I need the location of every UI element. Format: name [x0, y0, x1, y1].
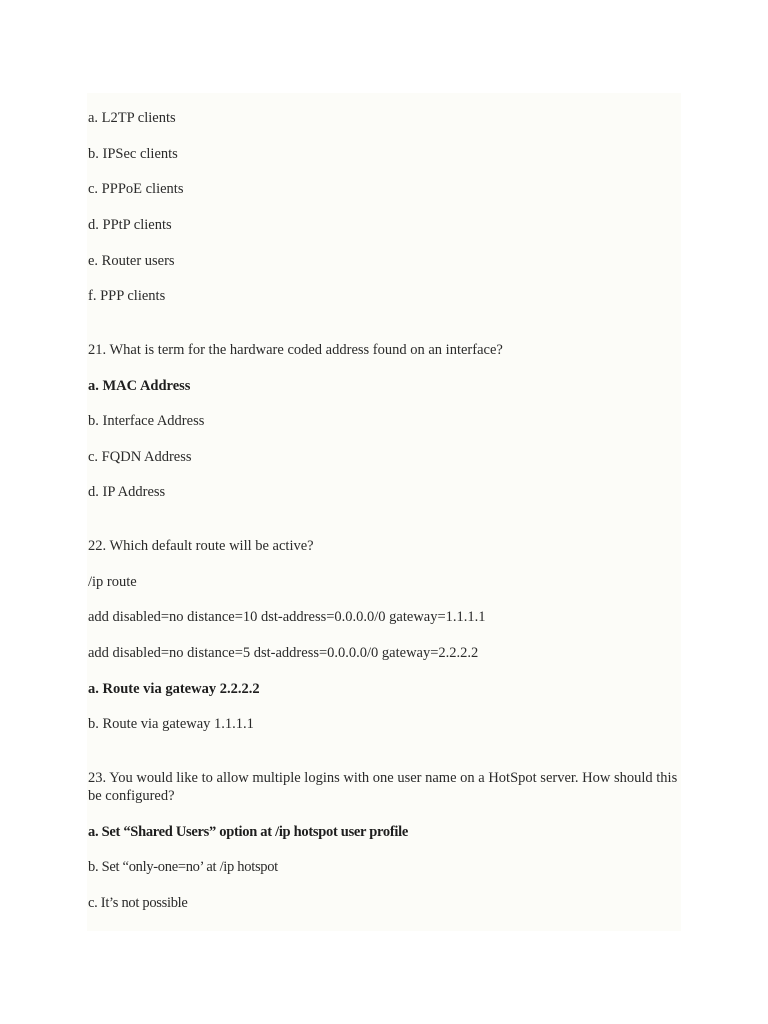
q20-option-e: e. Router users	[88, 253, 175, 269]
q20-option-b: b. IPSec clients	[88, 146, 178, 162]
q20-option-c: c. PPPoE clients	[88, 181, 184, 197]
q21-question: 21. What is term for the hardware coded address found on an interface?	[88, 342, 503, 358]
q22-code-line-2: add disabled=no distance=10 dst-address=0.0.0.0/0 gateway=1.1.1.1	[88, 609, 486, 625]
q20-option-d: d. PPtP clients	[88, 217, 172, 233]
q22-option-b: b. Route via gateway 1.1.1.1	[88, 716, 254, 732]
q21-option-c: c. FQDN Address	[88, 449, 192, 465]
q21-option-b: b. Interface Address	[88, 413, 205, 429]
q21-option-a-answer: a. MAC Address	[88, 378, 191, 394]
q21-option-d: d. IP Address	[88, 484, 166, 500]
q22-question: 22. Which default route will be active?	[88, 538, 314, 554]
q22-code-line-3: add disabled=no distance=5 dst-address=0.0.0.0/0 gateway=2.2.2.2	[88, 645, 479, 661]
q23-question: 23. You would like to allow multiple logins with one user name on a HotSpot server. How should this be configured?	[88, 770, 678, 804]
q23-option-c: c. It’s not possible	[88, 895, 188, 911]
q22-code-line-1: /ip route	[88, 574, 137, 590]
q20-option-f: f. PPP clients	[88, 288, 166, 304]
text-block	[87, 93, 681, 931]
q23-option-b: b. Set “only-one=no’ at /ip hotspot	[88, 859, 278, 875]
q20-option-a: a. L2TP clients	[88, 110, 176, 126]
q22-option-a-answer: a. Route via gateway 2.2.2.2	[88, 681, 260, 697]
q23-option-a-answer: a. Set “Shared Users” option at /ip hotspot user profile	[88, 824, 408, 840]
